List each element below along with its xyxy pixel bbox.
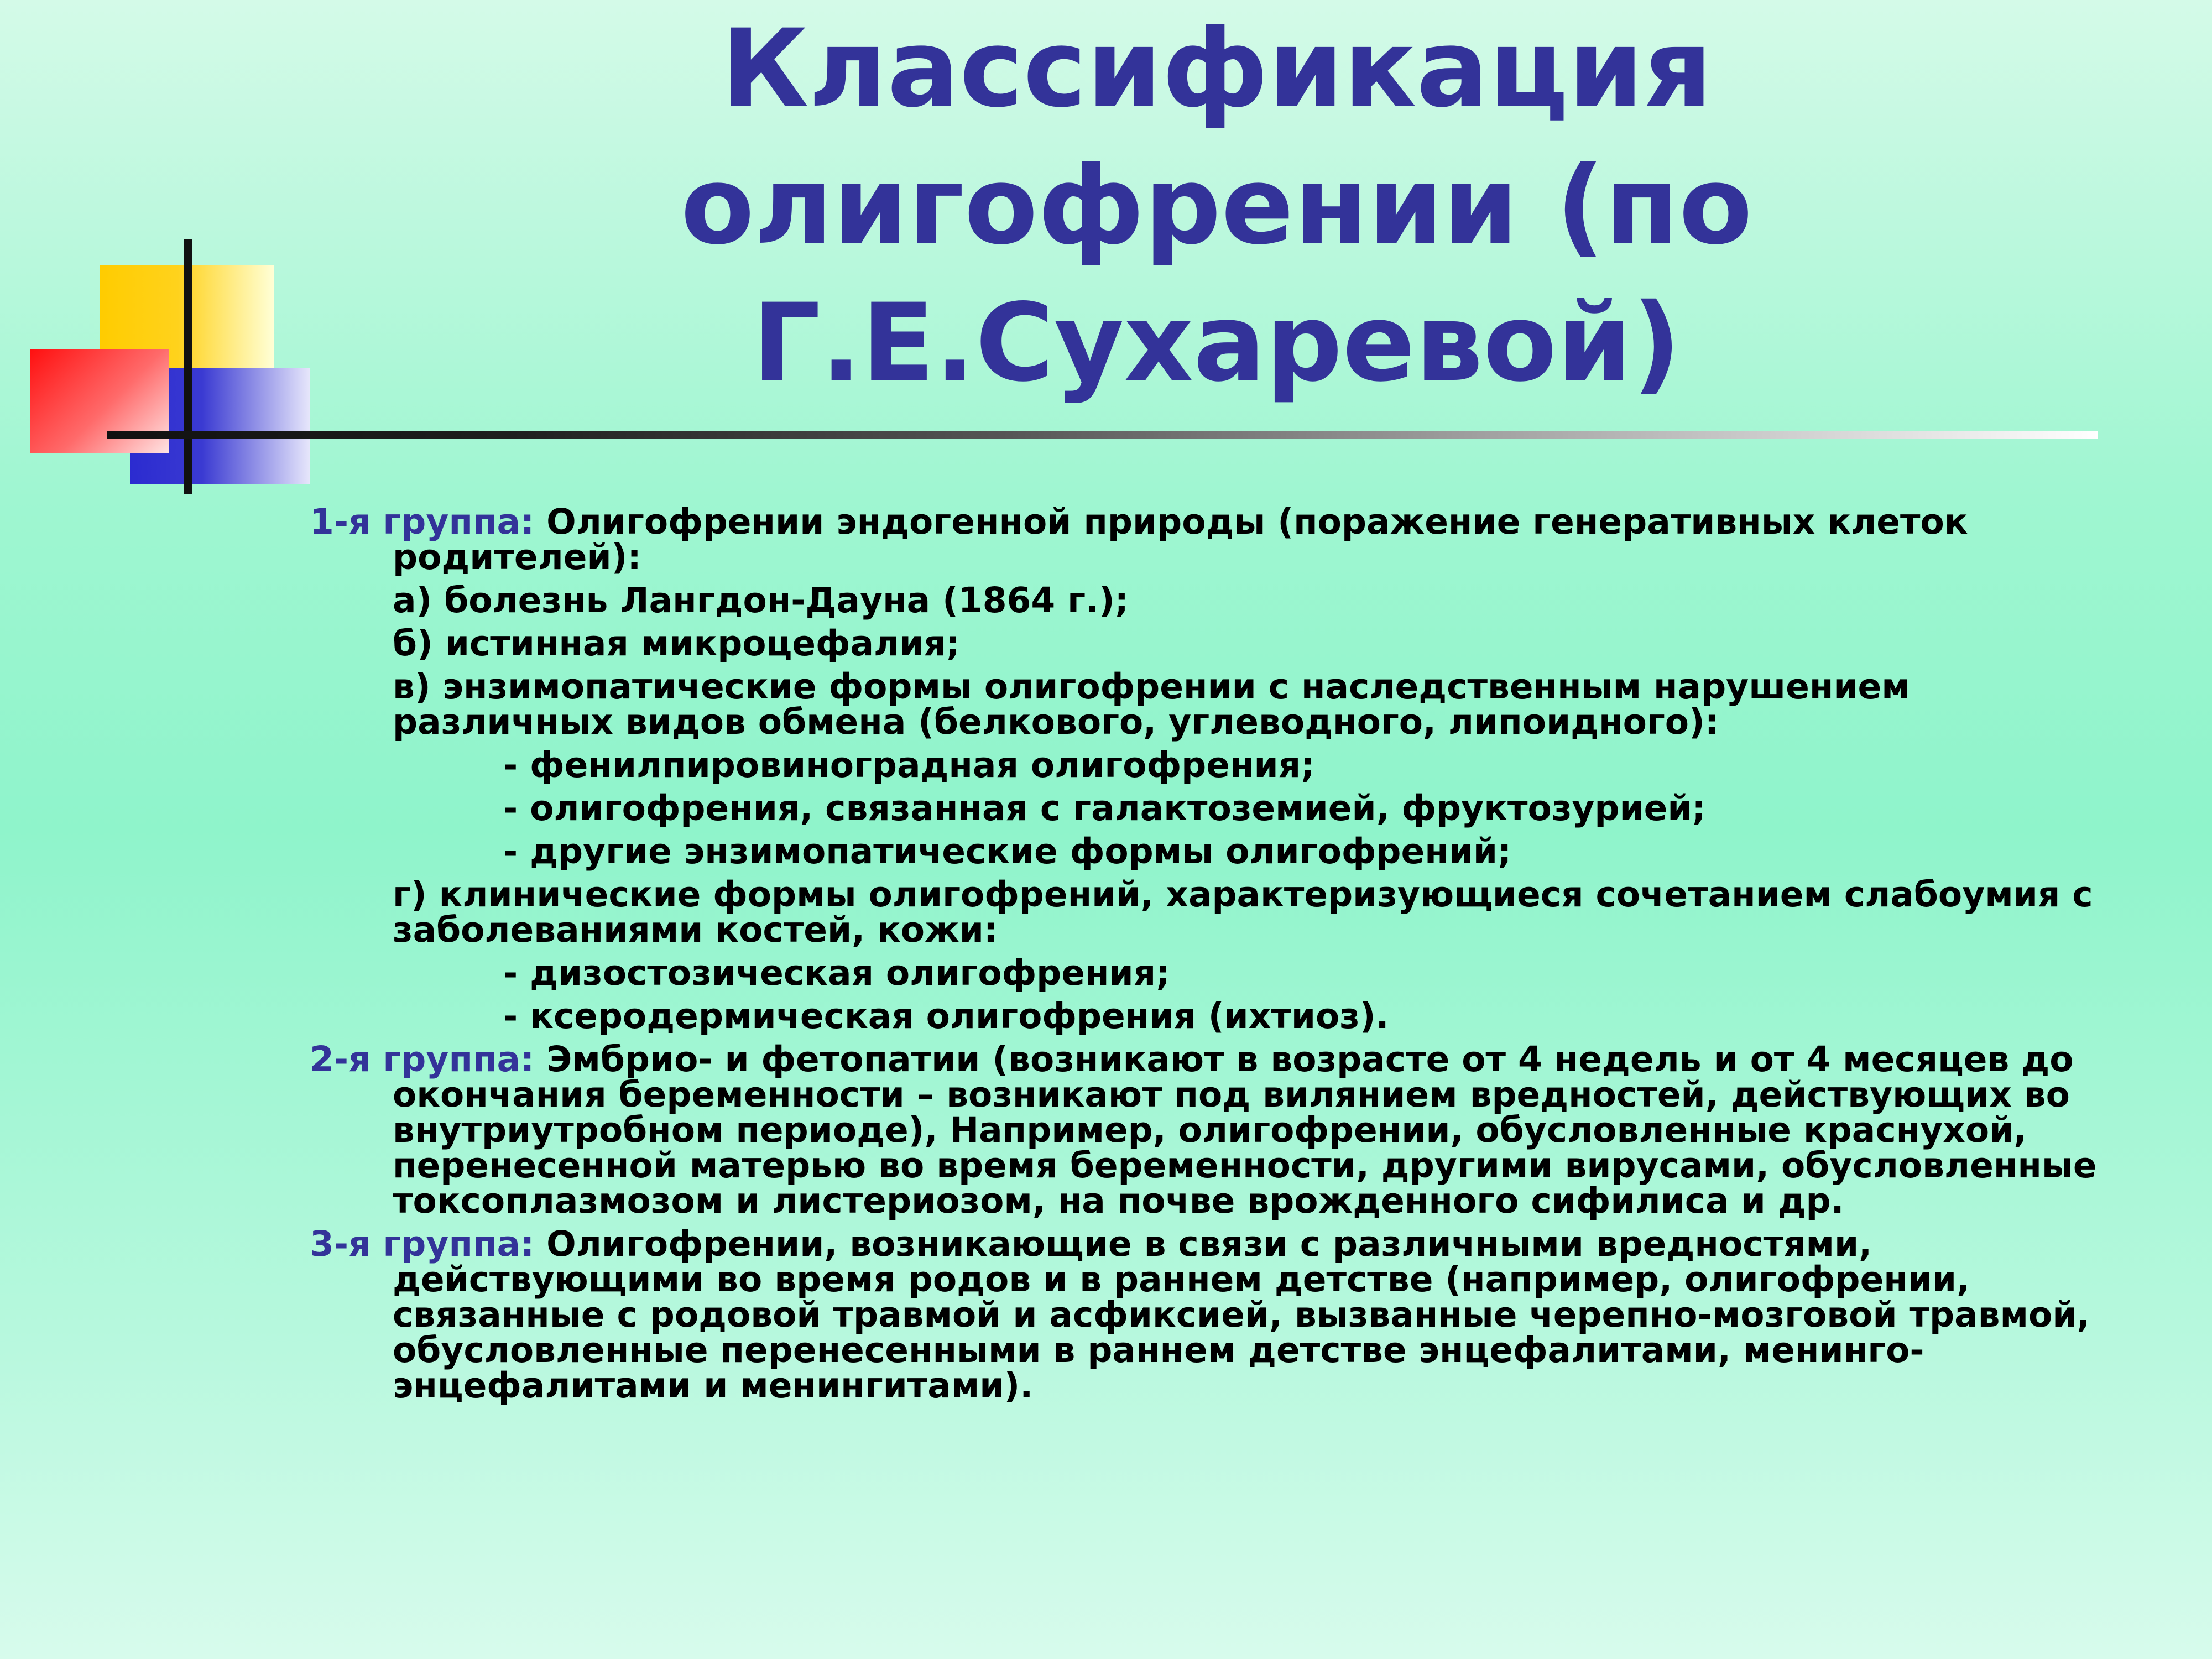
group-1-text: Олигофрении эндогенной природы (поражение генеративных клеток родителей): [393, 502, 1968, 577]
group-3-text: Олигофрении, возникающие в связи с различными вредностями, действующими во время родов и в раннем детстве (например, олигофрении, связанные с родовой травмой и асфиксией, вызванные черепно-мозговой травмой, обусловленные перенесенными в раннем детстве энцефалитами, менинго-энцефалитами и менингитами). [393, 1224, 2090, 1406]
group-1-item-v-sub-1: - фенилпировиноградная олигофрения; [503, 745, 1315, 785]
group-1-item-a: а) болезнь Лангдон-Дауна (1864 г.); [393, 580, 1129, 620]
group-1-item-v: в) энзимопатические формы олигофрении с наследственным нарушением различных видов обмена (белкового, углеводного, липоидного): [393, 666, 1910, 742]
decor-horizontal-line [107, 431, 2098, 439]
group-1 [310, 504, 2124, 575]
group-1-item-g-sub-1: - дизостозическая олигофрения; [503, 953, 1170, 993]
slide-title-line-2: олигофрении (по [680, 143, 1753, 268]
group-3 [310, 1224, 2124, 1406]
group-3-label: 3-я группа: [310, 1224, 535, 1264]
group-2-text: Эмбрио- и фетопатии (возникают в возрасте от 4 недель и от 4 месяцев до окончания беременности – возникают под вилянием вредностей, действующих во внутриутробном периоде), Например, олигофрении, обусловленные краснухой, перенесенной матерью во время беременности, другими вирусами, обусловленные токсоплазмозом и листериозом, на почве врожденного сифилиса и др. [393, 1039, 2097, 1221]
group-1-item-b: б) истинная микроцефалия; [393, 623, 960, 664]
group-1-label: 1-я группа: [310, 502, 535, 542]
slide-content [310, 504, 2124, 1411]
group-2-label: 2-я группа: [310, 1039, 535, 1079]
group-1-item-v-sub-2: - олигофрения, связанная с галактоземией, фруктозурией; [503, 788, 1706, 828]
group-2 [310, 1039, 2124, 1221]
group-1-item-g: г) клинические формы олигофрений, характеризующиеся сочетанием слабоумия с заболеваниями костей, кожи: [393, 874, 2093, 950]
slide-title-line-1: Классификация [721, 6, 1713, 131]
group-1-item-g-sub-2: - ксеродермическая олигофрения (ихтиоз). [503, 996, 1389, 1036]
slide-title-line-3: Г.Е.Сухаревой) [752, 280, 1681, 405]
group-1-item-v-sub-3: - другие энзимопатические формы олигофрений; [503, 831, 1512, 872]
slide-title [553, 0, 1880, 411]
decor-vertical-line [184, 239, 192, 494]
